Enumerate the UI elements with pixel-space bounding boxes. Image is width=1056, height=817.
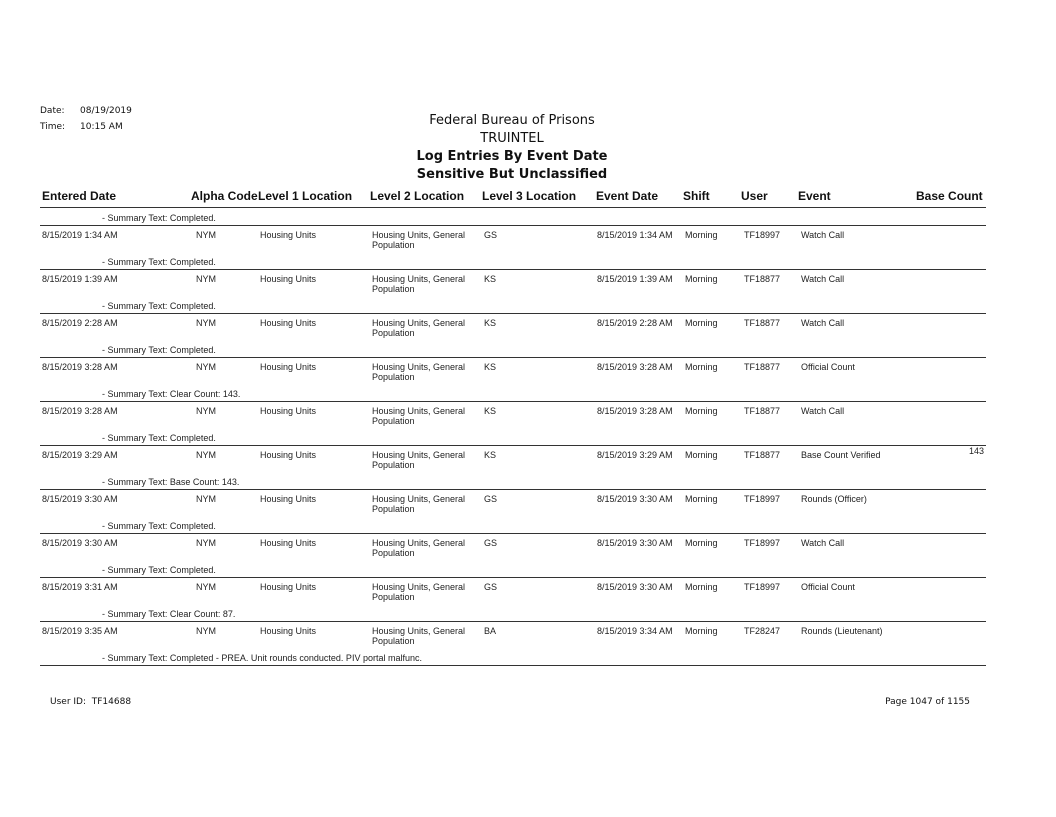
row-rule [40,621,986,622]
level1-location-cell: Housing Units [260,406,317,416]
col-alpha-code: Alpha Code [191,189,258,203]
event-cell: Official Count [801,582,855,592]
level2-location-cell: Housing Units, General Population [372,538,466,558]
level3-location-cell: GS [484,494,498,504]
event-date-cell: 8/15/2019 1:34 AM [597,230,673,240]
classification-title: Sensitive But Unclassified [416,167,608,182]
level1-location-cell: Housing Units [260,582,317,592]
user-cell: TF18877 [744,450,781,460]
row-rule [40,225,986,226]
level1-location-cell: Housing Units [260,230,317,240]
level2-location-cell: Housing Units, General Population [372,318,466,338]
entered-date-cell: 8/15/2019 3:28 AM [42,362,118,372]
report-title: Log Entries By Event Date [416,149,608,164]
level1-location-cell: Housing Units [260,626,317,636]
col-user: User [741,189,768,203]
summary-text: - Summary Text: Clear Count: 87. [102,609,236,619]
system-title: TRUINTEL [480,131,544,146]
entered-date-cell: 8/15/2019 1:34 AM [42,230,118,240]
event-date-cell: 8/15/2019 3:28 AM [597,406,673,416]
entered-date-cell: 8/15/2019 2:28 AM [42,318,118,328]
level2-location-cell: Housing Units, General Population [372,494,466,514]
col-entered-date: Entered Date [42,189,117,203]
summary-text: - Summary Text: Completed. [102,301,216,311]
event-cell: Watch Call [801,406,845,416]
entered-date-cell: 8/15/2019 3:30 AM [42,494,118,504]
event-date-cell: 8/15/2019 1:39 AM [597,274,673,284]
alpha-code-cell: NYM [196,538,216,548]
level1-location-cell: Housing Units [260,362,317,372]
event-cell: Base Count Verified [801,450,881,460]
user-id-label: User ID: [50,697,86,707]
summary-text: - Summary Text: Completed. [102,433,216,443]
time-label: Time: [40,122,66,132]
shift-cell: Morning [685,230,718,240]
level3-location-cell: KS [484,362,497,372]
level3-location-cell: GS [484,230,498,240]
level1-location-cell: Housing Units [260,318,317,328]
event-cell: Watch Call [801,318,845,328]
col-level3-location: Level 3 Location [482,189,577,203]
level2-location-cell: Housing Units, General Population [372,626,466,646]
user-cell: TF18877 [744,406,781,416]
event-cell: Rounds (Officer) [801,494,867,504]
entered-date-cell: 8/15/2019 3:29 AM [42,450,118,460]
level2-location-cell: Housing Units, General Population [372,582,466,602]
level1-location-cell: Housing Units [260,494,317,504]
alpha-code-cell: NYM [196,362,216,372]
col-event: Event [798,189,831,203]
row-rule [40,357,986,358]
col-base-count: Base Count [916,189,983,203]
row-rule [40,577,986,578]
shift-cell: Morning [685,318,718,328]
event-cell: Watch Call [801,230,845,240]
level3-location-cell: GS [484,538,498,548]
entered-date-cell: 8/15/2019 3:35 AM [42,626,118,636]
shift-cell: Morning [685,538,718,548]
entered-date-cell: 8/15/2019 1:39 AM [42,274,118,284]
level2-location-cell: Housing Units, General Population [372,274,466,294]
entered-date-cell: 8/15/2019 3:31 AM [42,582,118,592]
alpha-code-cell: NYM [196,230,216,240]
event-date-cell: 8/15/2019 3:28 AM [597,362,673,372]
col-level2-location: Level 2 Location [370,189,465,203]
user-cell: TF18997 [744,230,781,240]
report-time [40,122,123,132]
date-value: 08/19/2019 [80,106,132,116]
alpha-code-cell: NYM [196,274,216,284]
event-date-cell: 8/15/2019 3:30 AM [597,582,673,592]
date-label: Date: [40,106,65,116]
user-cell: TF18877 [744,318,781,328]
shift-cell: Morning [685,494,718,504]
user-cell: TF28247 [744,626,781,636]
user-id-value: TF14688 [91,697,132,707]
row-rule [40,269,986,270]
shift-cell: Morning [685,582,718,592]
level1-location-cell: Housing Units [260,274,317,284]
level2-location-cell: Housing Units, General Population [372,230,466,250]
summary-text: - Summary Text: Completed. [102,345,216,355]
level2-location-cell: Housing Units, General Population [372,406,466,426]
shift-cell: Morning [685,362,718,372]
table-bottom-rule [40,665,986,666]
top-summary-text: - Summary Text: Completed. [102,213,216,223]
event-date-cell: 8/15/2019 3:34 AM [597,626,673,636]
shift-cell: Morning [685,274,718,284]
event-date-cell: 8/15/2019 3:29 AM [597,450,673,460]
row-rule [40,489,986,490]
level3-location-cell: KS [484,406,497,416]
level2-location-cell: Housing Units, General Population [372,450,466,470]
event-cell: Official Count [801,362,855,372]
level2-location-cell: Housing Units, General Population [372,362,466,382]
level3-location-cell: KS [484,450,497,460]
alpha-code-cell: NYM [196,450,216,460]
user-cell: TF18997 [744,538,781,548]
level3-location-cell: BA [484,626,497,636]
report-date [40,106,132,116]
time-value: 10:15 AM [80,122,123,132]
base-count-cell: 143 [968,446,984,456]
level1-location-cell: Housing Units [260,450,317,460]
event-cell: Rounds (Lieutenant) [801,626,883,636]
row-rule [40,445,986,446]
col-shift: Shift [683,189,710,203]
user-cell: TF18877 [744,362,781,372]
alpha-code-cell: NYM [196,494,216,504]
page-number: Page 1047 of 1155 [885,697,970,707]
entered-date-cell: 8/15/2019 3:30 AM [42,538,118,548]
summary-text: - Summary Text: Base Count: 143. [102,477,240,487]
col-level1-location: Level 1 Location [258,189,353,203]
summary-text: - Summary Text: Completed. [102,521,216,531]
alpha-code-cell: NYM [196,582,216,592]
event-date-cell: 8/15/2019 2:28 AM [597,318,673,328]
alpha-code-cell: NYM [196,626,216,636]
user-cell: TF18877 [744,274,781,284]
alpha-code-cell: NYM [196,406,216,416]
level3-location-cell: GS [484,582,498,592]
row-rule [40,533,986,534]
agency-title: Federal Bureau of Prisons [429,113,595,128]
shift-cell: Morning [685,626,718,636]
alpha-code-cell: NYM [196,318,216,328]
shift-cell: Morning [685,450,718,460]
event-cell: Watch Call [801,274,845,284]
footer-user-id [50,697,131,707]
shift-cell: Morning [685,406,718,416]
col-event-date: Event Date [596,189,659,203]
level3-location-cell: KS [484,318,497,328]
summary-text: - Summary Text: Completed. [102,257,216,267]
summary-text: - Summary Text: Completed - PREA. Unit rounds conducted. PIV portal malfunc. [102,653,422,663]
summary-text: - Summary Text: Clear Count: 143. [102,389,241,399]
entered-date-cell: 8/15/2019 3:28 AM [42,406,118,416]
event-date-cell: 8/15/2019 3:30 AM [597,538,673,548]
event-cell: Watch Call [801,538,845,548]
row-rule [40,313,986,314]
level1-location-cell: Housing Units [260,538,317,548]
user-cell: TF18997 [744,582,781,592]
row-rule [40,401,986,402]
user-cell: TF18997 [744,494,781,504]
level3-location-cell: KS [484,274,497,284]
summary-text: - Summary Text: Completed. [102,565,216,575]
event-date-cell: 8/15/2019 3:30 AM [597,494,673,504]
header-rule [40,207,986,208]
